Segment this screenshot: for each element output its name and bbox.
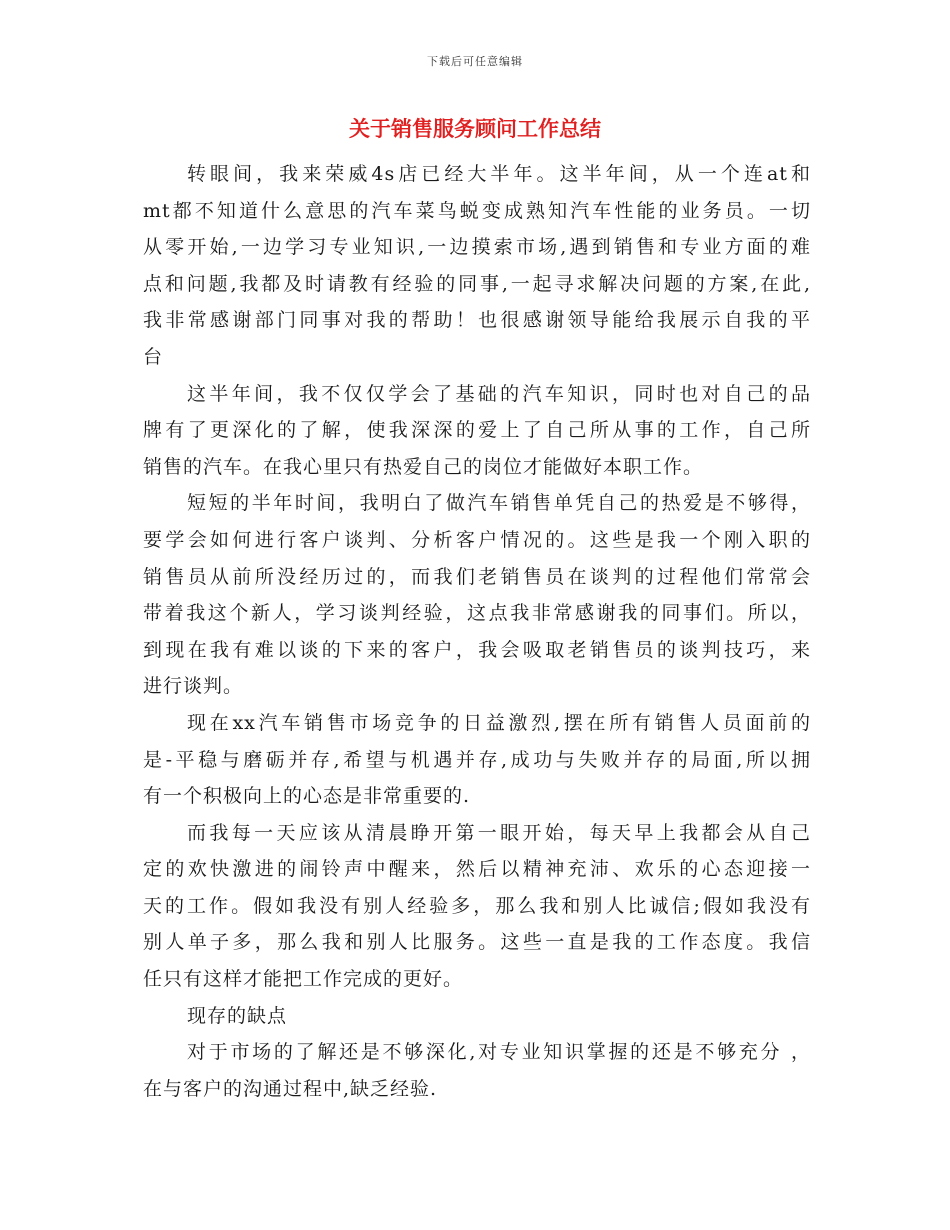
paragraph-line: 任只有这样才能把工作完成的更好。 bbox=[143, 968, 464, 991]
paragraph bbox=[143, 485, 811, 705]
header-note: 下载后可任意编辑 bbox=[427, 55, 523, 68]
paragraph bbox=[143, 1034, 811, 1107]
paragraph bbox=[143, 998, 811, 1035]
paragraph bbox=[143, 705, 811, 815]
paragraph-line: 短短的半年时间，我明白了做汽车销售单凭自己的热爱是不够得， bbox=[187, 492, 811, 515]
paragraph-line: 进行谈判。 bbox=[143, 675, 244, 698]
paragraph-line: 销售的汽车。在我心里只有热爱自己的岗位才能做好本职工作。 bbox=[143, 455, 704, 478]
paragraph-line: 别人单子多，那么我和别人比服务。这些一直是我的工作态度。我信 bbox=[143, 931, 811, 954]
paragraph-line: 点和问题,我都及时请教有经验的同事,一起寻求解决问题的方案,在此, bbox=[143, 272, 811, 295]
paragraph-line: mt都不知道什么意思的汽车菜鸟蜕变成熟知汽车性能的业务员。一切 bbox=[143, 199, 811, 222]
paragraph bbox=[143, 156, 811, 376]
paragraph-line: 转眼间，我来荣威4s店已经大半年。这半年间，从一个连at和 bbox=[187, 163, 811, 185]
paragraph-line: 台 bbox=[143, 345, 164, 368]
paragraph-line: 销售员从前所没经历过的，而我们老销售员在谈判的过程他们常常会 bbox=[143, 565, 811, 588]
paragraph-line: 在与客户的沟通过程中,缺乏经验. bbox=[143, 1077, 438, 1100]
paragraph-line: 定的欢快激进的闹铃声中醒来，然后以精神充沛、欢乐的心态迎接一 bbox=[143, 858, 811, 881]
paragraph-line: 对于市场的了解还是不够深化,对专业知识掌握的还是不够充分 ， bbox=[187, 1041, 811, 1064]
paragraph-line: 从零开始,一边学习专业知识,一边摸索市场,遇到销售和专业方面的难 bbox=[143, 236, 811, 259]
document-title: 关于销售服务顾问工作总结 bbox=[349, 117, 601, 141]
paragraph-line: 是-平稳与磨砺并存,希望与机遇并存,成功与失败并存的局面,所以拥 bbox=[143, 748, 811, 771]
paragraph-line: 带着我这个新人，学习谈判经验，这点我非常感谢我的同事们。所以， bbox=[143, 602, 811, 625]
paragraph-line: 要学会如何进行客户谈判、分析客户情况的。这些是我一个刚入职的 bbox=[143, 528, 811, 551]
paragraph bbox=[143, 376, 811, 486]
paragraph-line: 到现在我有难以谈的下来的客户，我会吸取老销售员的谈判技巧，来 bbox=[143, 638, 811, 661]
paragraph-line: 这半年间，我不仅仅学会了基础的汽车知识，同时也对自己的品 bbox=[187, 382, 811, 405]
document-body bbox=[143, 156, 811, 1107]
paragraph-line: 现存的缺点 bbox=[187, 1004, 288, 1027]
paragraph-line: 牌有了更深化的了解，使我深深的爱上了自己所从事的工作，自己所 bbox=[143, 419, 811, 442]
paragraph-line: 而我每一天应该从清晨睁开第一眼开始，每天早上我都会从自己 bbox=[187, 821, 811, 844]
paragraph-line: 我非常感谢部门同事对我的帮助！也很感谢领导能给我展示自我的平 bbox=[143, 309, 811, 332]
paragraph bbox=[143, 815, 811, 998]
paragraph-line: 现在xx汽车销售市场竞争的日益激烈,摆在所有销售人员面前的 bbox=[187, 711, 811, 734]
paragraph-line: 天的工作。假如我没有别人经验多，那么我和别人比诚信;假如我没有 bbox=[143, 894, 811, 917]
paragraph-line: 有一个积极向上的心态是非常重要的. bbox=[143, 785, 471, 808]
